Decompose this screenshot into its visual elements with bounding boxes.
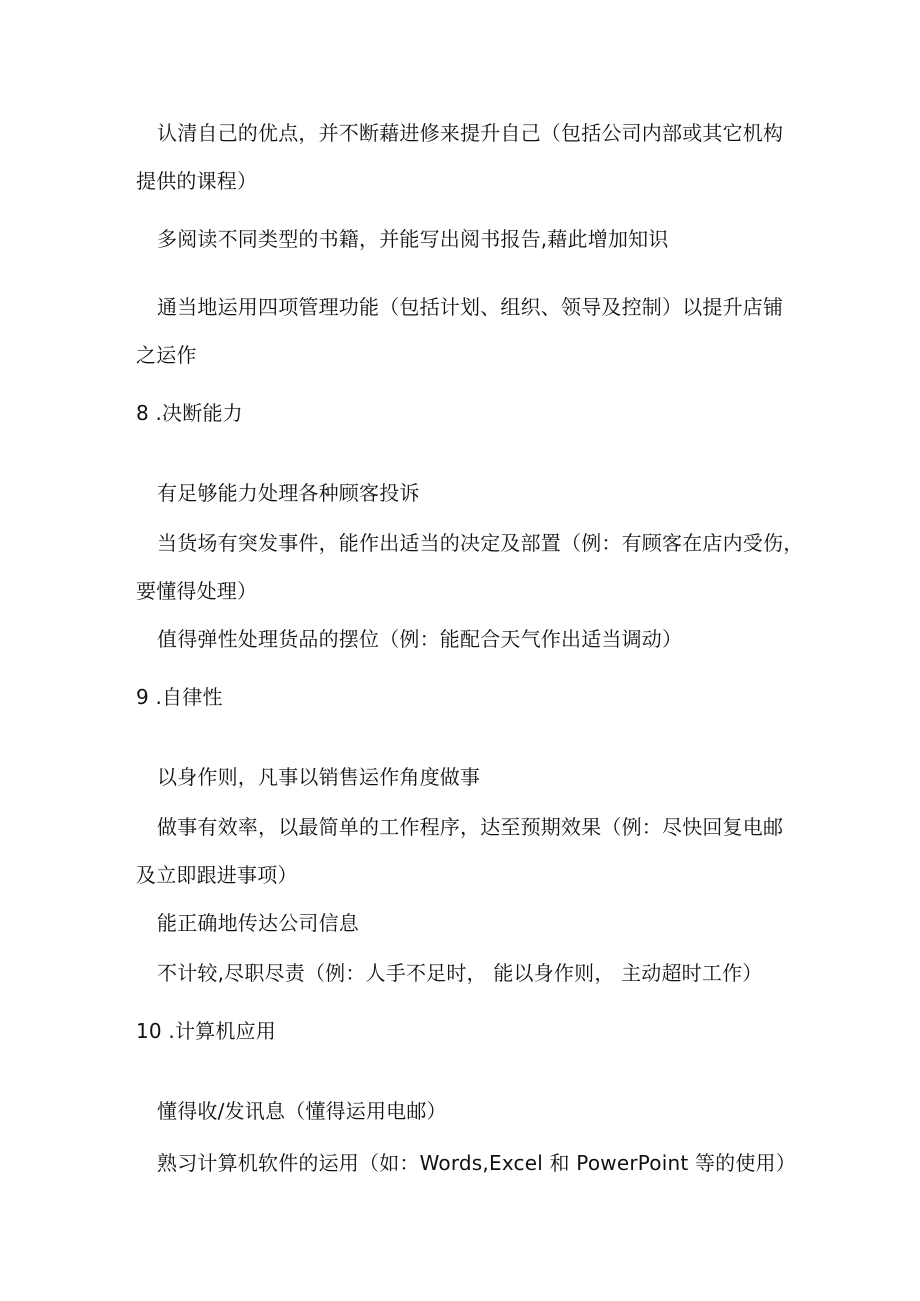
paragraph-line: 要懂得处理） xyxy=(136,579,258,603)
paragraph-line: 通当地运用四项管理功能（包括计划、组织、领导及控制）以提升店铺 xyxy=(157,295,784,319)
paragraph-line: 以身作则，凡事以销售运作角度做事 xyxy=(157,765,481,789)
paragraph-line: 能正确地传达公司信息 xyxy=(157,911,359,935)
section-heading: 9 .自律性 xyxy=(136,685,223,709)
paragraph-line: 熟习计算机软件的运用（如：Words,Excel 和 PowerPoint 等的使用） xyxy=(157,1151,796,1175)
paragraph-line: 之运作 xyxy=(136,343,197,367)
paragraph-line: 多阅读不同类型的书籍，并能写出阅书报告,藉此增加知识 xyxy=(157,227,669,251)
paragraph-line: 及立即跟进事项） xyxy=(136,863,298,887)
paragraph-line: 不计较,尽职尽责（例：人手不足时， 能以身作则， 主动超时工作） xyxy=(157,961,763,985)
paragraph-line: 认清自己的优点，并不断藉进修来提升自己（包括公司内部或其它机构 xyxy=(157,121,784,145)
section-heading: 8 .决断能力 xyxy=(136,401,243,425)
paragraph-line: 做事有效率，以最简单的工作程序，达至预期效果（例：尽快回复电邮 xyxy=(157,815,784,839)
paragraph-line: 当货场有突发事件，能作出适当的决定及部置（例：有顾客在店内受伤， xyxy=(157,531,804,555)
paragraph-line: 值得弹性处理货品的摆位（例：能配合天气作出适当调动） xyxy=(157,627,683,651)
paragraph-line: 懂得收/发讯息（懂得运用电邮） xyxy=(157,1099,447,1123)
section-heading: 10 .计算机应用 xyxy=(136,1019,276,1043)
paragraph-line: 有足够能力处理各种顾客投诉 xyxy=(157,481,420,505)
paragraph-line: 提供的课程） xyxy=(136,169,258,193)
